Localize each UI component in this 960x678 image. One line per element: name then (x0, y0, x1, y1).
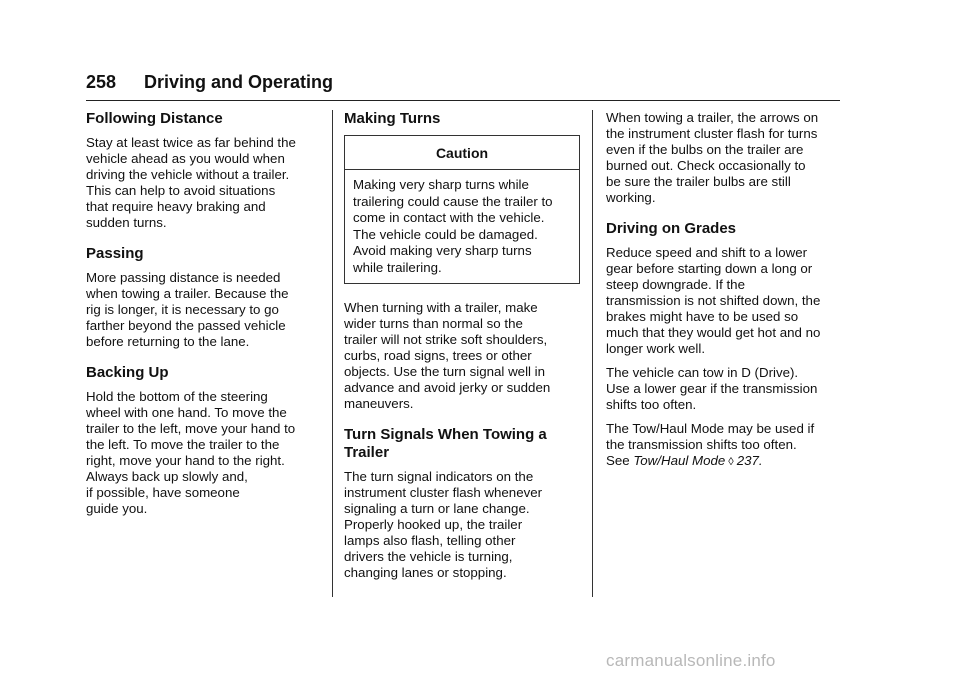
paragraph-drive-mode: The vehicle can tow in D (Drive). Use a lower gear if the transmission shifts too often. (606, 365, 818, 412)
paragraph-tow-haul: The Tow/Haul Mode may be used if the transmission shifts too often. See Tow/Haul Mode ◊ 237. (606, 421, 815, 468)
page-number: 258 (86, 72, 117, 92)
heading-following-distance: Following Distance (86, 110, 223, 127)
reference-page-number[interactable]: 237. (736, 453, 763, 468)
page-reference-icon: ◊ (728, 456, 734, 468)
column-left (86, 110, 318, 525)
heading-turn-signals: Turn Signals When Towing a Trailer (344, 426, 547, 461)
section-title: Driving and Operating (144, 72, 334, 92)
page-header (86, 70, 840, 101)
caution-box (344, 135, 580, 284)
caution-text: Making very sharp turns while trailering could cause the trailer to come in contact with the vehicle. The vehicle could be damaged. Avoid making very sharp turns while trailering. (353, 177, 553, 275)
column-divider (592, 110, 593, 597)
tow-haul-reference-link[interactable]: Tow/Haul Mode (633, 453, 726, 468)
paragraph-making-turns: When turning with a trailer, make wider turns than normal so the trailer will not strike soft shoulders, curbs, road signs, trees or other objects. Use the turn signal well in advance and avoid jerky or sudden maneuvers. (344, 300, 551, 411)
column-middle (344, 110, 580, 589)
column-divider (332, 110, 333, 597)
caution-label: Caution (345, 136, 579, 170)
paragraph-backing-up: Hold the bottom of the steering wheel with one hand. To move the trailer to the left, move your hand to the left. To move the trailer to the right, move your hand to the right. Always back up slowly and, if possible, have someone guide you. (86, 389, 296, 516)
paragraph-trailer-arrows: When towing a trailer, the arrows on the instrument cluster flash for turns even if the bulbs on the trailer are burned out. Check occasionally to be sure the trailer bulbs are still working. (606, 110, 819, 205)
heading-making-turns: Making Turns (344, 110, 441, 127)
paragraph-driving-on-grades: Reduce speed and shift to a lower gear before starting down a long or steep downgrade. If the transmission is not shifted down, the brakes might have to be used so much that they would get hot and no longer work well. (606, 245, 821, 356)
heading-backing-up: Backing Up (86, 364, 169, 381)
watermark: carmanualsonline.info (606, 651, 776, 670)
paragraph-passing: More passing distance is needed when towing a trailer. Because the rig is longer, it is necessary to go farther beyond the passed vehicle before returning to the lane. (86, 270, 289, 349)
paragraph-turn-signals: The turn signal indicators on the instrument cluster flash whenever signaling a turn or lane change. Properly hooked up, the trailer lamps also flash, telling other drivers the vehicle is turning, changing lanes or stopping. (344, 469, 543, 580)
paragraph-following-distance: Stay at least twice as far behind the vehicle ahead as you would when driving the vehicle without a trailer. This can help to avoid situations that require heavy braking and sudden turns. (86, 135, 296, 230)
column-right (606, 110, 840, 478)
heading-passing: Passing (86, 245, 144, 262)
heading-driving-on-grades: Driving on Grades (606, 220, 737, 237)
